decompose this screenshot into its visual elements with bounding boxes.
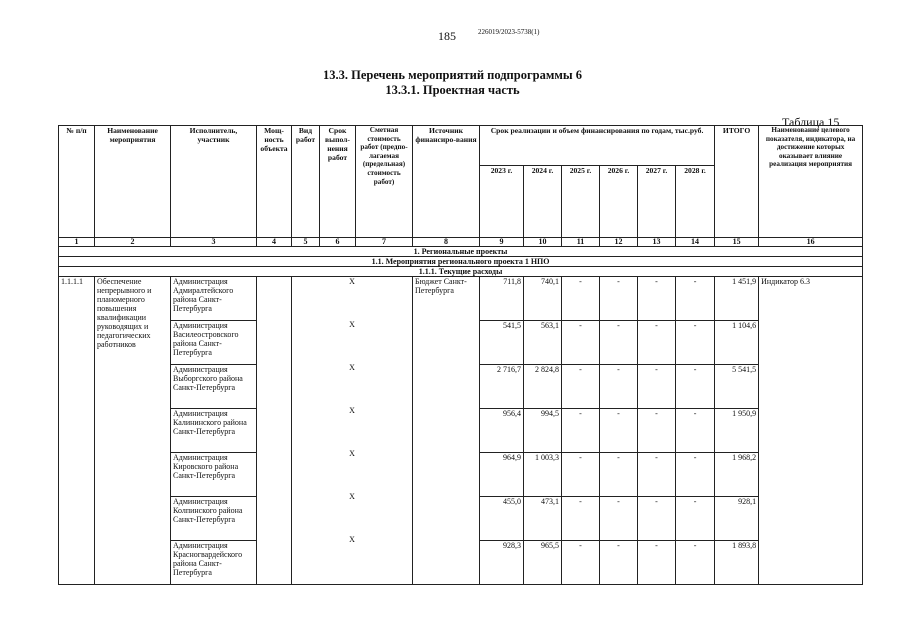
col-number: 11 xyxy=(562,238,600,247)
subsection-title: 13.3.1. Проектная часть xyxy=(385,83,520,97)
header-capacity: Мощ-ность объекта xyxy=(257,126,292,238)
executor-cell: Администрация Выборгского района Санкт-Петербурга xyxy=(171,365,257,409)
column-numbers-row xyxy=(59,238,863,247)
value-2024: 563,1 xyxy=(524,321,562,365)
col-number: 13 xyxy=(638,238,676,247)
section-regional-projects: 1. Региональные проекты xyxy=(59,247,863,257)
value-2028: - xyxy=(676,321,715,365)
value-2028: - xyxy=(676,497,715,541)
value-2025: - xyxy=(562,365,600,409)
x-mark: Х xyxy=(349,363,355,372)
header-source: Источник финансиро-вания xyxy=(413,126,480,238)
value-2025: - xyxy=(562,277,600,321)
header-year-2026: 2026 г. xyxy=(600,166,638,238)
value-2026: - xyxy=(600,365,638,409)
funding-source: Бюджет Санкт-Петербурга xyxy=(413,277,480,585)
value-2027: - xyxy=(638,277,676,321)
value-2027: - xyxy=(638,409,676,453)
value-2026: - xyxy=(600,277,638,321)
executor-cell: Администрация Адмиралтейского района Санкт-Петербурга xyxy=(171,277,257,321)
executor-cell: Администрация Колпинского района Санкт-Петербурга xyxy=(171,497,257,541)
col-number: 9 xyxy=(480,238,524,247)
header-year-2027: 2027 г. xyxy=(638,166,676,238)
value-2028: - xyxy=(676,541,715,585)
x-mark: Х xyxy=(349,492,355,501)
value-2024: 965,5 xyxy=(524,541,562,585)
header-year-2023: 2023 г. xyxy=(480,166,524,238)
value-2024: 994,5 xyxy=(524,409,562,453)
col-number: 10 xyxy=(524,238,562,247)
section-row xyxy=(59,257,863,267)
header-work-type: Вид работ xyxy=(292,126,320,238)
col-number: 8 xyxy=(413,238,480,247)
col-number: 2 xyxy=(95,238,171,247)
section-current-expenses: 1.1.1. Текущие расходы xyxy=(59,267,863,277)
measures-table xyxy=(58,125,863,585)
value-2024: 473,1 xyxy=(524,497,562,541)
value-2023: 964,9 xyxy=(480,453,524,497)
value-2025: - xyxy=(562,321,600,365)
col-number: 12 xyxy=(600,238,638,247)
x-mark: Х xyxy=(349,535,355,544)
value-2025: - xyxy=(562,453,600,497)
value-2026: - xyxy=(600,541,638,585)
value-total: 1 968,2 xyxy=(715,453,759,497)
col-number: 4 xyxy=(257,238,292,247)
value-2028: - xyxy=(676,409,715,453)
header-num: № п/п xyxy=(59,126,95,238)
executor-cell: Администрация Кировского района Санкт-Петербурга xyxy=(171,453,257,497)
header-period-group: Срок реализации и объем финансирования по годам, тыс.руб. xyxy=(480,126,715,166)
executor-cell: Администрация Красногвардейского района Санкт-Петербурга xyxy=(171,541,257,585)
document-id: 226019/2023-5738(1) xyxy=(478,28,540,36)
value-2024: 1 003,3 xyxy=(524,453,562,497)
x-mark-cell xyxy=(292,277,413,585)
header-indicator: Наименование целевого показателя, индикатора, на достижение которых оказывает влияние реализация мероприятия xyxy=(759,126,863,238)
value-2023: 455,0 xyxy=(480,497,524,541)
page-number: 185 xyxy=(438,29,456,43)
col-number: 5 xyxy=(292,238,320,247)
value-2025: - xyxy=(562,541,600,585)
value-2026: - xyxy=(600,409,638,453)
x-mark: Х xyxy=(349,449,355,458)
section-regional-project-1: 1.1. Мероприятия регионального проекта 1 НПО xyxy=(59,257,863,267)
value-2027: - xyxy=(638,497,676,541)
value-2023: 2 716,7 xyxy=(480,365,524,409)
header-total: ИТОГО xyxy=(715,126,759,238)
col-number: 6 xyxy=(320,238,356,247)
value-2028: - xyxy=(676,277,715,321)
value-2026: - xyxy=(600,453,638,497)
x-mark: Х xyxy=(349,320,355,329)
col-number: 15 xyxy=(715,238,759,247)
value-total: 1 104,6 xyxy=(715,321,759,365)
value-total: 928,1 xyxy=(715,497,759,541)
section-row xyxy=(59,247,863,257)
executor-cell: Администрация Калининского района Санкт-Петербурга xyxy=(171,409,257,453)
value-2025: - xyxy=(562,497,600,541)
section-title: 13.3. Перечень мероприятий подпрограммы 6 xyxy=(322,68,583,82)
indicator-cell: Индикатор 6.3 xyxy=(759,277,863,585)
value-2027: - xyxy=(638,321,676,365)
value-total: 1 451,9 xyxy=(715,277,759,321)
value-2023: 711,8 xyxy=(480,277,524,321)
header-year-2024: 2024 г. xyxy=(524,166,562,238)
header-estimate: Сметная стоимость работ (предпо-лагаемая (предельная) стоимость работ) xyxy=(356,126,413,238)
item-name: Обеспечение непрерывного и планомерного повышения квалификации руководящих и педагогических работников xyxy=(95,277,171,585)
table-caption: Таблица 15 xyxy=(782,115,840,129)
value-total: 5 541,5 xyxy=(715,365,759,409)
value-2024: 2 824,8 xyxy=(524,365,562,409)
value-total: 1 950,9 xyxy=(715,409,759,453)
value-2028: - xyxy=(676,365,715,409)
value-2026: - xyxy=(600,321,638,365)
x-mark: Х xyxy=(349,277,355,286)
value-2027: - xyxy=(638,453,676,497)
header-name: Наименование мероприятия xyxy=(95,126,171,238)
value-2024: 740,1 xyxy=(524,277,562,321)
value-2023: 956,4 xyxy=(480,409,524,453)
value-2028: - xyxy=(676,453,715,497)
header-row-top xyxy=(59,126,863,166)
value-2027: - xyxy=(638,365,676,409)
col-number: 3 xyxy=(171,238,257,247)
col-number: 7 xyxy=(356,238,413,247)
value-2027: - xyxy=(638,541,676,585)
header-duration: Срок выпол-нения работ xyxy=(320,126,356,238)
section-row xyxy=(59,267,863,277)
header-executor: Исполнитель, участник xyxy=(171,126,257,238)
table-row xyxy=(59,277,863,321)
value-2023: 928,3 xyxy=(480,541,524,585)
value-2026: - xyxy=(600,497,638,541)
value-2023: 541,5 xyxy=(480,321,524,365)
col-number: 1 xyxy=(59,238,95,247)
header-year-2025: 2025 г. xyxy=(562,166,600,238)
executor-cell: Администрация Василеостровского района Санкт-Петербурга xyxy=(171,321,257,365)
x-mark: Х xyxy=(349,406,355,415)
value-total: 1 893,8 xyxy=(715,541,759,585)
header-year-2028: 2028 г. xyxy=(676,166,715,238)
col-number: 14 xyxy=(676,238,715,247)
col-number: 16 xyxy=(759,238,863,247)
value-2025: - xyxy=(562,409,600,453)
capacity-cell xyxy=(257,277,292,585)
item-number: 1.1.1.1 xyxy=(59,277,95,585)
